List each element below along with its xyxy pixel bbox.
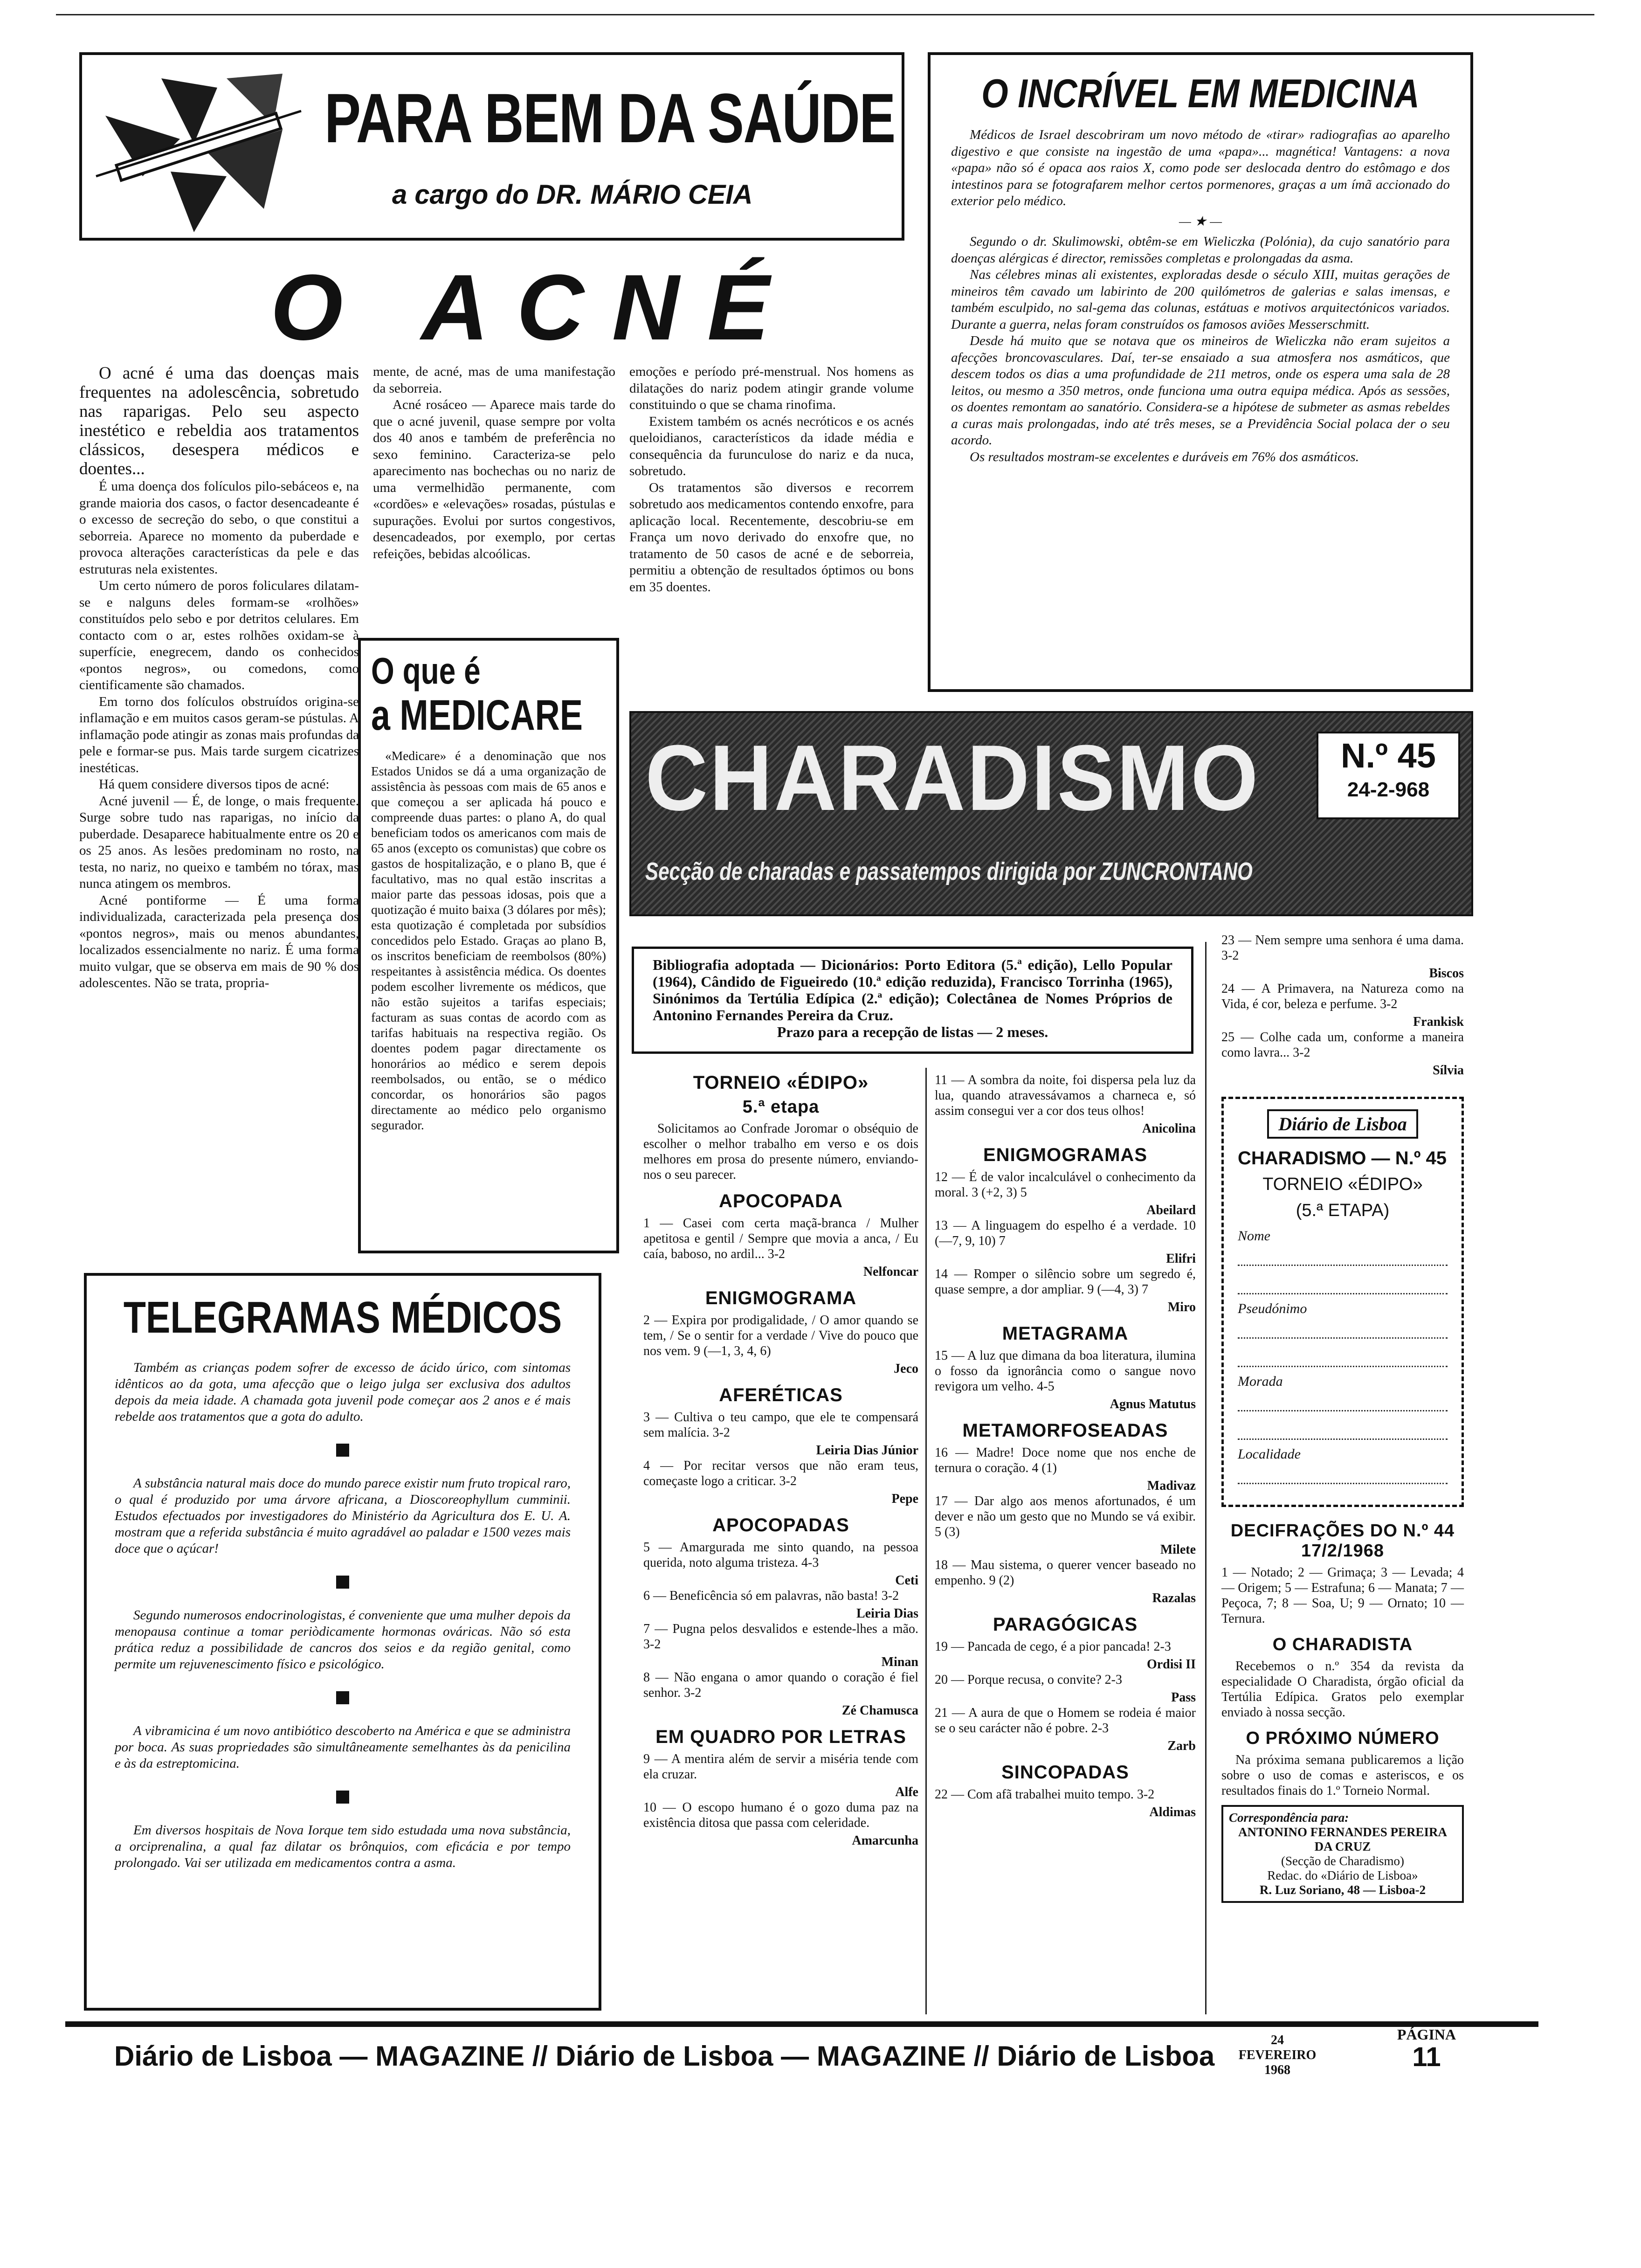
puzzle-item: 8 — Não engana o amor quando o coração é fiel senhor. 3-2 [643, 1670, 918, 1700]
acne-paragraph: Os tratamentos são diversos e recorrem sobretudo aos medicamentos contendo enxofre, para aplicação local. Recentemente, descobriu-se em França um novo derivado do enxofre que, no tratamento de 50 casos de acné e de seborreia, permitiu a obtenção de resultados óptimos ou bons em 35 doentes. [629, 480, 914, 595]
puzzle-item: 5 — Amargurada me sinto quando, na pessoa querida, noto alguma tristeza. 4-3 [643, 1540, 918, 1570]
puzzle-item: 17 — Dar algo aos menos afortunados, é um dever e não um gesto que no Mundo se vá exibir. 5 (3) [935, 1494, 1196, 1539]
puzzle-item: 9 — A mentira além de servir a miséria tende com ela cruzar. [643, 1752, 918, 1782]
column-rule [1205, 942, 1207, 2014]
puzzle-section-heading: METAGRAMA [1002, 1323, 1129, 1344]
charadista-title: O CHARADISTA [1272, 1635, 1413, 1654]
puzzle-item: 14 — Romper o silêncio sobre um segredo é, quase sempre, a dor ampliar. 9 (—4, 3) 7 [935, 1267, 1196, 1297]
acne-paragraph: emoções e período pré-menstrual. Nos homens as dilatações do nariz podem atingir grande volume constituindo o que se chama rinofima. [629, 364, 914, 412]
puzzle-author: Biscos [1429, 966, 1464, 981]
coupon-line: CHARADISMO — N.º 45 [1238, 1148, 1447, 1169]
footer-year: 1968 [1264, 2063, 1290, 2077]
medicare-title-line2: a MEDICARE [371, 691, 583, 739]
puzzle-author: Pepe [891, 1492, 918, 1506]
acne-paragraph: Em torno dos folículos obstruídos origina-se inflamação e em muitos casos geram-se pústulas. A inflamação pode atingir as zonas mais profundas da pele e formar-se pus. Mais tarde surgem cicatrizes inestéticas. [79, 694, 359, 775]
acne-paragraph: É uma doença dos folículos pilo-sebáceos e, na grande maioria dos casos, o factor desencadeante é o excesso de secreção do sebo, o que constitui a seborreia. Aparece no momento da puberdade e provoca alterações características da pele e das estruturas nela existentes. [79, 479, 359, 577]
coupon-field-line[interactable] [1238, 1462, 1448, 1484]
incrivel-paragraph: Médicos de Israel descobriram um novo método de «tirar» radiografias ao aparelho digestivo e que consiste na ingestão de uma «papa»... magnética! Vantagens: a nova «papa» não só é opaca aos raios X, como pode ser deslocada dentro do estômago e dos intestinos para se fotografarem melhor certos pormenores, graças a um ímã accionado do exterior pelo médico. [951, 127, 1450, 208]
decifracoes-title: DECIFRAÇÕES DO N.º 44 [1230, 1521, 1455, 1541]
puzzle-item: 4 — Por recitar versos que não eram teus, começaste logo a criticar. 3-2 [643, 1459, 918, 1488]
charadismo-number: N.º 45 [1341, 736, 1436, 775]
correspondencia-redac: Redac. do «Diário de Lisboa» [1267, 1868, 1418, 1882]
coupon-field-label: Morada [1238, 1374, 1283, 1389]
page-label: PÁGINA [1397, 2026, 1456, 2043]
charadismo-number-box [1317, 732, 1460, 819]
acne-paragraph: Há quem considere diversos tipos de acné: [99, 777, 330, 792]
correspondencia-address: R. Luz Soriano, 48 — Lisboa-2 [1259, 1883, 1426, 1897]
acne-column-3 [629, 364, 914, 595]
square-bullet-icon [336, 1444, 349, 1457]
medicare-box [358, 638, 619, 1253]
acne-title: O ACNÉ [270, 256, 798, 360]
incrivel-paragraph: Desde há muito que se notava que os mineiros de Wieliczka não eram sujeitos a afecções broncovasculares. Daí, ter-se ensaiado a sua atmosfera nos asmáticos, que descem todos os dias a uma profundidade de 211 metros, onde os espera uma sala de 28 leitos, ou mesmo a 350 metros, onde funciona uma outra equipa médica. Após as sessões, os doentes remontam ao sanatório. Considera-se a hipótese de submeter as asmas rebeldes a curas mais prolongadas, indo até três meses, se a Previdência Social polaca der o seu acordo. [951, 333, 1450, 448]
puzzle-item: 7 — Pugna pelos desvalidos e estende-lhes a mão. 3-2 [643, 1622, 918, 1652]
acne-paragraph: O acné é uma das doenças mais frequentes na adolescência, sobretudo nas raparigas. Pelo seu aspecto inestético e rebeldia aos tratamentos clássicos, desespera médicos e doentes... [79, 364, 359, 478]
telegrama-item: Também as crianças podem sofrer de excesso de ácido úrico, com sintomas idênticos ao da gota, uma afecção que o leigo julga ser exclusiva dos adultos depois da meia idade. A chamada gota juvenil pode começar aos 2 anos e é mais rebelde aos tratamentos que a gota do adulto. [115, 1360, 571, 1424]
saude-byline: a cargo do DR. MÁRIO CEIA [392, 180, 753, 210]
puzzle-item: 23 — Nem sempre uma senhora é uma dama. 3-2 [1221, 933, 1464, 963]
puzzle-item: 10 — O escopo humano é o gozo duma paz na existência ditosa que passa com celeridade. [643, 1800, 918, 1830]
footer-date [1235, 2033, 1319, 2078]
medicare-title-line1: O que é [371, 650, 481, 691]
telegrama-item: A substância natural mais doce do mundo parece existir num fruto tropical raro, o qual é produzido por uma árvore africana, a Dioscoreophyllum cumminii. Estudos efectuados por investigadores do Ministério da Agricultura dos E. U. A. mostram que a referida substância é muito agradável ao paladar e 1500 vezes mais doce que o açúcar! [115, 1476, 571, 1556]
puzzle-author: Elifri [1166, 1252, 1196, 1266]
telegramas-box [84, 1273, 601, 2011]
puzzle-author: Sílvia [1433, 1063, 1464, 1078]
coupon-field-label: Pseudónimo [1238, 1301, 1307, 1316]
puzzle-item: 16 — Madre! Doce nome que nos enche de ternura o coração. 4 (1) [935, 1445, 1196, 1475]
footer-rule [65, 2021, 1538, 2027]
puzzle-item: 12 — É de valor incalculável o conhecimento da moral. 3 (+2, 3) 5 [935, 1170, 1196, 1200]
puzzle-author: Nelfoncar [863, 1265, 918, 1279]
decifracoes-date: 17/2/1968 [1301, 1541, 1385, 1561]
coupon-field-line[interactable] [1238, 1418, 1448, 1440]
incrivel-paragraph: Os resultados mostram-se excelentes e duráveis em 76% dos asmáticos. [970, 449, 1359, 464]
proximo-text: Na próxima semana publicaremos a lição sobre o uso de comas e asteriscos, e os resultados finais do 1.º Torneio Normal. [1221, 1753, 1464, 1798]
puzzle-author: Frankisk [1413, 1015, 1464, 1029]
puzzle-item: 20 — Porque recusa, o convite? 2-3 [935, 1673, 1122, 1687]
diario-de-lisboa-logo: Diário de Lisboa [1267, 1109, 1418, 1139]
coupon-field-line[interactable] [1238, 1272, 1448, 1294]
puzzle-section-heading: EM QUADRO POR LETRAS [655, 1727, 906, 1747]
puzzle-author: Razalas [1152, 1591, 1196, 1605]
coupon-line: (5.ª ETAPA) [1296, 1201, 1390, 1220]
charadista-text: Recebemos o n.º 354 da revista da especialidade O Charadista, órgão oficial da Tertúlia Edípica. Gratos pelo exemplar enviado à nossa secção. [1221, 1659, 1464, 1720]
puzzle-item: 19 — Pancada de cego, é a pior pancada! 2-3 [935, 1639, 1171, 1654]
coupon-field-line[interactable] [1238, 1390, 1448, 1411]
puzzle-item: 24 — A Primavera, na Natureza como na Vida, é cor, beleza e perfume. 3-2 [1221, 982, 1464, 1011]
footer-day: 24 [1271, 2033, 1284, 2047]
puzzle-item: 15 — A luz que dimana da boa literatura, ilumina o fosso da ignorância como o sangue novo revigora um velho. 4-5 [935, 1348, 1196, 1394]
acne-paragraph: mente, de acné, mas de uma manifestação da seborreia. [373, 364, 615, 396]
puzzle-item: 2 — Expira por prodigalidade, / O amor quando se tem, / Se o sentir for a verdade / Vive do pouco que nos vem. 9 (—1, 3, 4, 6) [643, 1313, 918, 1358]
charadismo-subtitle: Secção de charadas e passatempos dirigida por ZUNCRONTANO [645, 857, 1253, 885]
correspondencia-name: ANTONINO FERNANDES PEREIRA DA CRUZ [1238, 1825, 1448, 1853]
acne-paragraph: Um certo número de poros foliculares dilatam-se e nalguns deles formam-se «rolhões» constituídos pelo sebo e por detritos celulares. Em contacto com o ar, estes rolhões oxidam-se à superfície, enegrecem, dando os conhecidos «pontos negros», ou comedons, como cientificamente são chamados. [79, 578, 359, 692]
page-number: 11 [1412, 2042, 1441, 2072]
syringe-illustration-icon [87, 60, 306, 237]
puzzle-author: Ordisi II [1146, 1657, 1196, 1672]
puzzle-item: 22 — Com afã trabalhei muito tempo. 3-2 [935, 1787, 1155, 1802]
puzzle-author: Amarcunha [852, 1833, 918, 1848]
charadismo-column-c [1221, 933, 1464, 1903]
puzzle-author: Ceti [895, 1573, 918, 1588]
coupon-field-label: Nome [1238, 1228, 1270, 1244]
puzzle-item: 3 — Cultiva o teu campo, que ele te compensará sem malícia. 3-2 [643, 1410, 918, 1440]
puzzle-item: 21 — A aura de que o Homem se rodeia é maior se o seu carácter não é pobre. 2-3 [935, 1706, 1196, 1736]
acne-column-2 [373, 364, 615, 562]
puzzle-author: Madivaz [1147, 1479, 1196, 1493]
puzzle-section-heading: ENIGMOGRAMA [705, 1288, 857, 1308]
telegrama-item: Segundo numerosos endocrinologistas, é conveniente que uma mulher depois da menopausa continue a tomar periòdicamente hormonas ováricas. Não só esta prática reduz a possibilidade de cancros dos seios e da região genital, como permite um rejuvenescimento físico e psicológico. [115, 1608, 571, 1672]
puzzle-section-heading: ENIGMOGRAMAS [983, 1145, 1147, 1165]
acne-paragraph: Acné rosáceo — Aparece mais tarde do que o acné juvenil, quase sempre por volta dos 40 anos e também de preferência no sexo feminino. Caracteriza-se pelo aparecimento nas bochechas ou no nariz de uma vermelhidão permanente, com «cordões» e «elevações» rosadas, pústulas e supurações. Evolui por surtos congestivos, desencadeados, por exemplo, por certas refeições, bebidas alcoólicas. [373, 397, 615, 561]
coupon-box [1221, 1097, 1464, 1507]
charadismo-column-b [935, 1072, 1196, 1820]
puzzle-author: Zé Chamusca [841, 1703, 918, 1718]
puzzle-section-heading: APOCOPADAS [712, 1515, 849, 1535]
puzzle-section-heading: METAMORFOSEADAS [962, 1420, 1168, 1441]
square-bullet-icon [336, 1691, 349, 1704]
footer-page [1380, 2026, 1473, 2072]
column-rule [925, 1068, 927, 2014]
incrivel-box [928, 52, 1473, 692]
puzzle-item: 6 — Beneficência só em palavras, não basta! 3-2 [643, 1589, 899, 1603]
puzzle-author: Zarb [1167, 1739, 1196, 1753]
top-rule [56, 14, 1594, 15]
puzzle-item: 25 — Colhe cada um, conforme a maneira como lavra... 3-2 [1221, 1030, 1464, 1060]
puzzle-section-heading: AFERÉTICAS [719, 1385, 843, 1405]
telegrama-item: Em diversos hospitais de Nova Iorque tem sido estudada uma nova substância, a orciprenalina, a qual faz dilatar os brônquios, com eficácia e por tempo prolongado. Vai ser utilizada em medicamentos contra a asma. [115, 1823, 571, 1870]
torneio-title: TORNEIO «ÉDIPO» [693, 1072, 869, 1093]
correspondencia-box [1221, 1805, 1464, 1903]
decifracoes-text: 1 — Notado; 2 — Grimaça; 3 — Levada; 4 — Origem; 5 — Estrafuna; 6 — Manata; 7 — Peçoca, 7; 8 — Soa, U; 9 — Ornato; 10 — Ternura. [1221, 1565, 1464, 1626]
correspondencia-section: (Secção de Charadismo) [1281, 1854, 1404, 1868]
incrivel-paragraph: Segundo o dr. Skulimowski, obtêm-se em Wieliczka (Polónia), da cujo sanatório para doenças alérgicas é director, remissões completas e prolongadas da asma. [951, 234, 1450, 266]
incrivel-title: O INCRÍVEL EM MEDICINA [981, 71, 1420, 116]
torneio-etapa: 5.ª etapa [742, 1097, 820, 1117]
puzzle-author: Leiria Dias Júnior [816, 1443, 918, 1458]
incrivel-paragraph: Nas célebres minas ali existentes, exploradas desde o século XIII, muitas gerações de mineiros têm cavado um labirinto de 200 quilómetros de galerias e salas imensas, e também esculpido, no sal-gema das colunas, estátuas e motivos arquitectónicos variados. Durante a guerra, nelas foram construídos os famosos aviões Messerschmitt. [951, 267, 1450, 332]
coupon-field-line[interactable] [1238, 1345, 1448, 1367]
footer-strip: Diário de Lisboa — MAGAZINE // Diário de Lisboa — MAGAZINE // Diário de Lisboa [114, 2040, 1215, 2072]
saude-title: PARA BEM DA SAÚDE [324, 79, 895, 157]
telegrama-item: A vibramicina é um novo antibiótico descoberto na América e que se administra por boca. As suas propriedades são simultâneamente semelhantes às da penicilina e às da estreptomicina. [115, 1723, 571, 1771]
saude-header-box [79, 52, 904, 241]
puzzle-author: Aldimas [1149, 1805, 1196, 1819]
puzzle-author: Agnus Matutus [1110, 1397, 1196, 1411]
star-divider: — ★ — [1179, 214, 1222, 229]
proximo-title: O PRÓXIMO NÚMERO [1246, 1729, 1440, 1748]
puzzle-author: Abeilard [1146, 1203, 1196, 1217]
torneio-text: Solicitamos ao Confrade Joromar o obséquio de escolher o melhor trabalho em verso e os dois melhores em prosa do presente número, enviando-nos o seu parecer. [643, 1121, 918, 1182]
coupon-line: TORNEIO «ÉDIPO» [1262, 1175, 1423, 1194]
puzzle-section-heading: PARAGÓGICAS [993, 1614, 1138, 1635]
puzzle-item: 13 — A linguagem do espelho é a verdade. 10 (—7, 9, 10) 7 [935, 1218, 1196, 1248]
square-bullet-icon [336, 1576, 349, 1589]
charadismo-date: 24-2-968 [1347, 778, 1430, 801]
puzzle-author: Miro [1167, 1300, 1196, 1314]
acne-column-1 [79, 364, 359, 992]
puzzle-item: 11 — A sombra da noite, foi dispersa pela luz da lua, quando atravessávamos a charneca e, só assim consegui ver a cor dos teus olhos! [935, 1073, 1196, 1118]
puzzle-section-heading: SINCOPADAS [1001, 1762, 1129, 1783]
charadismo-banner-title: CHARADISMO [645, 726, 1260, 830]
coupon-field-line[interactable] [1238, 1244, 1448, 1266]
puzzle-item: 1 — Casei com certa maçã-branca / Mulher apetitosa e gentil / Sempre que movia a anca, / Eu caía, baboso, no ardil... 3-2 [643, 1216, 918, 1261]
acne-paragraph: Acné juvenil — É, de longe, o mais frequente. Surge sobre tudo nas raparigas, no início da puberdade. Desaparece habitualmente entre os 20 e os 25 anos. As lesões predominam no rosto, na testa, no nariz, no queixo e também no tórax, mas nunca atingem os membros. [79, 793, 359, 891]
square-bullet-icon [336, 1791, 349, 1804]
medicare-text: «Medicare» é a denominação que nos Estados Unidos se dá a uma organização de assistência às pessoas com mais de 65 anos e que começou a ser aplicada há pouco e compreende duas partes: o plano A, do qual beneficiam todos os americanos com mais de 65 anos (excepto os comunistas) que cobre os gastos de hospitalização, e o plano B, que é facultativo, mas no qual estão inscritas a maior parte das pessoas idosas, pois que a quotização é muito baixa (3 dólares por mês); esta quotização é completada por subsídios concedidos pelo Estado. Graças ao plano B, os inscritos beneficiam de reembolsos (80%) respeitantes à assistência médica. Os doentes podem escolher livremente os médicos, que não estão sujeitos a tarifas especiais; facturam as suas contas de acordo com as tarifas habituais na respectiva região. Os doentes podem pagar directamente os honorários ao médico e serem depois reembolsados, ou então, se o médico concordar, os honorários são pagos directamente ao médico pelo organismo segurador. [371, 748, 606, 1132]
puzzle-author: Minan [881, 1655, 918, 1669]
puzzle-author: Jeco [894, 1362, 918, 1376]
charadismo-banner [629, 711, 1473, 916]
puzzle-author: Alfe [895, 1785, 918, 1799]
puzzle-author: Leiria Dias [856, 1606, 918, 1621]
coupon-field-label: Localidade [1238, 1446, 1301, 1462]
puzzle-author: Pass [1171, 1690, 1196, 1705]
coupon-field-line[interactable] [1238, 1317, 1448, 1339]
puzzle-author: Anicolina [1142, 1121, 1196, 1136]
bibliografia-text: Bibliografia adoptada — Dicionários: Porto Editora (5.ª edição), Lello Popular (1964), Cândido de Figueiredo (10.ª edição reduzida), Francisco Torrinha (1965), Sinónimos da Tertúlia Edípica (2.ª edição); Colectânea de Nomes Próprios de Antonino Fernandes Pereira da Cruz. [653, 956, 1172, 1023]
telegramas-title: TELEGRAMAS MÉDICOS [123, 1293, 562, 1342]
charadismo-column-a [643, 1072, 918, 1848]
puzzle-section-heading: APOCOPADA [718, 1191, 843, 1211]
puzzle-item: 18 — Mau sistema, o querer vencer baseado no empenho. 9 (2) [935, 1558, 1196, 1588]
correspondencia-title: Correspondência para: [1229, 1811, 1349, 1825]
acne-paragraph: Acné pontiforme — É uma forma individualizada, caracterizada pela presença dos «pontos negros», mais ou menos abundantes, localizados essencialmente no nariz. É uma forma muito vulgar, que se observa em mais de 90 % dos adolescentes. Não se trata, propria- [79, 892, 359, 990]
puzzle-author: Milete [1160, 1542, 1196, 1557]
bibliografia-box [632, 947, 1193, 1054]
footer-month: FEVEREIRO [1238, 2048, 1317, 2062]
acne-paragraph: Existem também os acnés necróticos e os acnés queloidianos, característicos da idade média e consequência da furunculose do nariz e da nuca, sobretudo. [629, 414, 914, 478]
prazo-text: Prazo para a recepção de listas — 2 meses. [777, 1023, 1048, 1040]
